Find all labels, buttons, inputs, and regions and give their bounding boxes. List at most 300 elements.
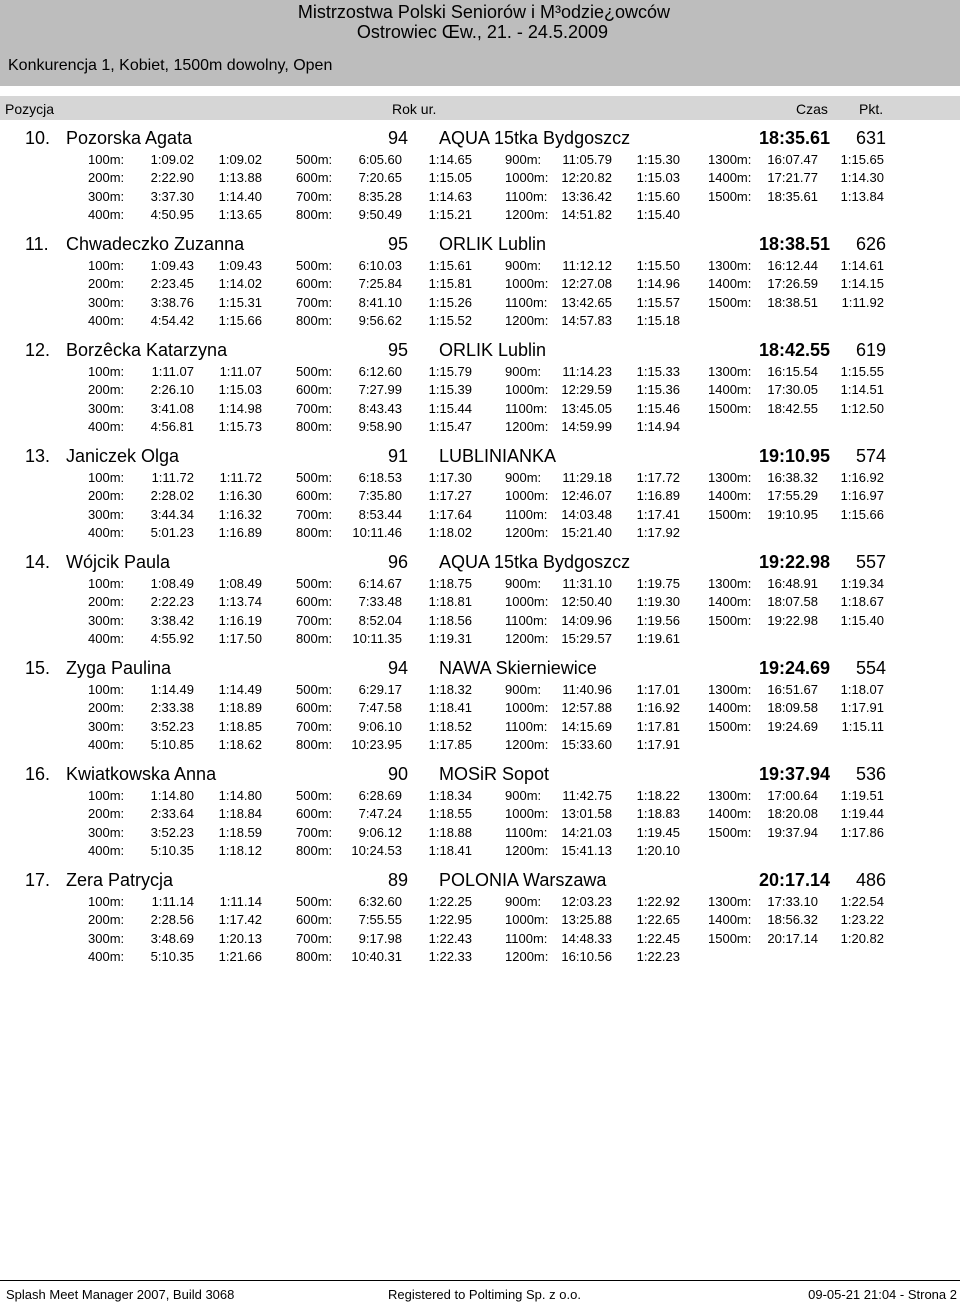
split-lap-time: 1:19.61 [636,631,680,646]
swimmer-points: 631 [855,128,886,148]
swimmer-place: 11. [25,234,49,254]
split-distance: 700m: [296,189,333,204]
split-lap-time: 1:17.42 [218,912,262,927]
split-distance: 800m: [296,631,333,646]
split-lap-time: 1:18.89 [218,700,262,715]
split-lap-time: 1:20.13 [218,931,262,946]
split-distance: 700m: [296,825,333,840]
split-cumulative-time: 11:29.18 [562,470,612,485]
split-cumulative-time: 12:03.23 [561,894,612,909]
split-distance: 1500m: [708,931,752,946]
split-lap-time: 1:18.55 [428,806,472,821]
split-lap-time: 1:14.02 [218,276,262,291]
split-distance: 200m: [88,170,125,185]
split-lap-time: 1:14.61 [840,258,884,273]
split-distance: 800m: [296,949,333,964]
split-distance: 500m: [296,788,333,803]
split-cumulative-time: 9:56.62 [358,313,402,328]
split-cumulative-time: 15:21.40 [561,525,612,540]
split-distance: 600m: [296,806,333,821]
split-cumulative-time: 7:25.84 [358,276,402,291]
split-distance: 800m: [296,313,333,328]
split-lap-time: 1:19.56 [636,613,680,628]
swimmer-time: 20:17.14 [758,870,830,890]
split-lap-time: 1:14.51 [840,382,884,397]
split-distance: 1400m: [708,594,752,609]
split-cumulative-time: 16:48.91 [767,576,818,591]
split-distance: 100m: [88,894,125,909]
split-cumulative-time: 4:50.95 [150,207,194,222]
split-distance: 700m: [296,507,333,522]
swimmer-birth-year: 91 [388,446,409,466]
split-distance: 1200m: [505,949,549,964]
split-lap-time: 1:15.57 [636,295,680,310]
swimmer-name: Kwiatkowska Anna [66,764,217,784]
split-lap-time: 1:11.07 [219,364,262,379]
split-cumulative-time: 11:31.10 [562,576,612,591]
split-distance: 900m: [505,894,542,909]
swimmer-time: 19:37.94 [758,764,830,784]
split-cumulative-time: 9:58.90 [358,419,402,434]
split-lap-time: 1:18.59 [218,825,262,840]
split-distance: 800m: [296,737,333,752]
split-cumulative-time: 15:41.13 [561,843,612,858]
split-cumulative-time: 6:18.53 [358,470,402,485]
split-distance: 300m: [88,613,125,628]
split-lap-time: 1:15.50 [636,258,680,273]
split-lap-time: 1:14.65 [428,152,472,167]
split-distance: 1100m: [505,719,548,734]
split-distance: 100m: [88,364,125,379]
split-cumulative-time: 3:41.08 [150,401,194,416]
split-distance: 1400m: [708,488,752,503]
event-title: Konkurencja 1, Kobiet, 1500m dowolny, Open [8,57,333,74]
swimmer-club: LUBLINIANKA [439,446,557,466]
split-lap-time: 1:14.80 [218,788,262,803]
split-cumulative-time: 8:53.44 [358,507,402,522]
split-cumulative-time: 2:22.23 [150,594,194,609]
split-cumulative-time: 3:52.23 [150,719,194,734]
split-distance: 1300m: [708,894,752,909]
split-lap-time: 1:18.52 [428,719,472,734]
split-distance: 600m: [296,170,333,185]
swimmer-club: POLONIA Warszawa [439,870,607,890]
split-cumulative-time: 14:21.03 [561,825,612,840]
split-lap-time: 1:15.03 [218,382,262,397]
split-lap-time: 1:15.66 [840,507,884,522]
split-cumulative-time: 18:42.55 [767,401,818,416]
split-cumulative-time: 8:43.43 [358,401,402,416]
split-lap-time: 1:15.79 [428,364,472,379]
split-cumulative-time: 3:48.69 [150,931,194,946]
col-birth-year: Rok ur. [392,101,437,117]
split-distance: 900m: [505,258,542,273]
split-distance: 900m: [505,152,542,167]
split-distance: 400m: [88,843,125,858]
split-distance: 900m: [505,576,542,591]
split-lap-time: 1:19.75 [636,576,680,591]
split-lap-time: 1:22.33 [428,949,472,964]
swimmer-club: NAWA Skierniewice [439,658,597,678]
split-cumulative-time: 7:47.24 [358,806,402,821]
split-distance: 500m: [296,576,333,591]
split-cumulative-time: 3:38.76 [150,295,194,310]
split-lap-time: 1:13.65 [218,207,262,222]
split-cumulative-time: 12:50.40 [561,594,612,609]
swimmer-name: Pozorska Agata [66,128,193,148]
split-lap-time: 1:15.11 [841,719,884,734]
split-lap-time: 1:14.96 [636,276,680,291]
split-distance: 800m: [296,843,333,858]
split-lap-time: 1:16.89 [218,525,262,540]
split-lap-time: 1:18.02 [428,525,472,540]
split-distance: 1100m: [505,295,548,310]
split-lap-time: 1:15.46 [636,401,680,416]
split-distance: 900m: [505,682,542,697]
split-lap-time: 1:18.85 [218,719,262,734]
split-cumulative-time: 14:48.33 [561,931,612,946]
split-lap-time: 1:17.01 [636,682,680,697]
split-lap-time: 1:22.23 [636,949,680,964]
split-cumulative-time: 16:10.56 [561,949,612,964]
split-cumulative-time: 4:54.42 [150,313,194,328]
split-lap-time: 1:09.02 [218,152,262,167]
split-distance: 1200m: [505,525,549,540]
split-cumulative-time: 9:17.98 [358,931,402,946]
split-lap-time: 1:15.47 [428,419,472,434]
swimmer-place: 10. [25,128,51,148]
split-distance: 1400m: [708,912,752,927]
swimmer-birth-year: 95 [388,234,409,254]
split-lap-time: 1:15.36 [636,382,680,397]
split-distance: 500m: [296,682,333,697]
split-cumulative-time: 6:29.17 [358,682,402,697]
split-cumulative-time: 11:14.23 [562,364,612,379]
split-lap-time: 1:17.30 [428,470,472,485]
split-cumulative-time: 4:56.81 [150,419,194,434]
split-cumulative-time: 2:22.90 [150,170,194,185]
split-cumulative-time: 14:15.69 [561,719,612,734]
split-distance: 700m: [296,401,333,416]
split-distance: 400m: [88,207,125,222]
split-distance: 500m: [296,364,333,379]
split-distance: 700m: [296,719,333,734]
split-lap-time: 1:09.43 [218,258,262,273]
split-distance: 1000m: [505,806,549,821]
split-cumulative-time: 1:11.07 [151,364,194,379]
split-lap-time: 1:14.15 [840,276,884,291]
swimmer-name: Zera Patrycja [66,870,174,890]
split-distance: 300m: [88,189,125,204]
split-cumulative-time: 6:05.60 [358,152,402,167]
split-distance: 1100m: [505,189,548,204]
split-lap-time: 1:16.32 [218,507,262,522]
split-distance: 1500m: [708,825,752,840]
split-distance: 900m: [505,364,542,379]
split-lap-time: 1:15.73 [218,419,262,434]
split-cumulative-time: 9:06.10 [358,719,402,734]
split-distance: 1100m: [505,507,548,522]
split-lap-time: 1:19.44 [840,806,884,821]
split-cumulative-time: 10:40.31 [351,949,402,964]
footer-software: Splash Meet Manager 2007, Build 3068 [6,1287,235,1302]
split-distance: 300m: [88,719,125,734]
split-lap-time: 1:19.45 [636,825,680,840]
col-points: Pkt. [859,101,884,117]
split-lap-time: 1:18.84 [218,806,262,821]
split-cumulative-time: 9:06.12 [358,825,402,840]
split-lap-time: 1:15.60 [636,189,680,204]
split-lap-time: 1:22.95 [428,912,472,927]
split-distance: 400m: [88,525,125,540]
split-distance: 300m: [88,507,125,522]
split-cumulative-time: 7:35.80 [358,488,402,503]
split-cumulative-time: 6:10.03 [358,258,402,273]
split-cumulative-time: 17:55.29 [767,488,818,503]
split-lap-time: 1:17.27 [428,488,472,503]
split-cumulative-time: 16:51.67 [767,682,818,697]
split-lap-time: 1:16.92 [840,470,884,485]
swimmer-birth-year: 94 [388,658,409,678]
split-lap-time: 1:16.19 [218,613,262,628]
split-distance: 700m: [296,931,333,946]
split-cumulative-time: 18:38.51 [767,295,818,310]
swimmer-time: 18:38.51 [758,234,830,254]
split-cumulative-time: 14:51.82 [561,207,612,222]
split-cumulative-time: 7:20.65 [358,170,402,185]
split-cumulative-time: 2:26.10 [150,382,194,397]
split-cumulative-time: 8:41.10 [358,295,402,310]
split-lap-time: 1:15.26 [428,295,472,310]
swimmer-time: 19:10.95 [758,446,830,466]
split-cumulative-time: 6:28.69 [358,788,402,803]
split-distance: 300m: [88,931,125,946]
split-cumulative-time: 1:11.72 [151,470,194,485]
split-lap-time: 1:11.14 [219,894,262,909]
split-lap-time: 1:18.56 [428,613,472,628]
split-distance: 500m: [296,258,333,273]
split-distance: 600m: [296,488,333,503]
swimmer-name: Wójcik Paula [66,552,171,572]
swimmer-points: 557 [855,552,886,572]
split-lap-time: 1:18.62 [218,737,262,752]
split-lap-time: 1:22.43 [428,931,472,946]
split-cumulative-time: 19:10.95 [767,507,818,522]
split-distance: 1000m: [505,382,549,397]
split-distance: 1500m: [708,719,752,734]
split-cumulative-time: 12:57.88 [561,700,612,715]
split-cumulative-time: 8:35.28 [358,189,402,204]
split-lap-time: 1:22.45 [636,931,680,946]
split-distance: 1100m: [505,825,548,840]
split-cumulative-time: 14:09.96 [561,613,612,628]
split-lap-time: 1:16.89 [636,488,680,503]
split-cumulative-time: 7:33.48 [358,594,402,609]
split-lap-time: 1:17.86 [840,825,884,840]
split-lap-time: 1:15.44 [428,401,472,416]
split-cumulative-time: 3:37.30 [150,189,194,204]
split-lap-time: 1:17.91 [636,737,680,752]
split-distance: 1100m: [505,401,548,416]
swimmer-birth-year: 94 [388,128,409,148]
split-cumulative-time: 2:33.38 [150,700,194,715]
swimmer-place: 15. [25,658,51,678]
split-cumulative-time: 17:33.10 [767,894,818,909]
swimmer-place: 16. [25,764,51,784]
split-distance: 1500m: [708,189,752,204]
swimmer-name: Borzêcka Katarzyna [66,340,228,360]
split-distance: 200m: [88,382,125,397]
split-lap-time: 1:21.66 [218,949,262,964]
swimmer-time: 18:35.61 [758,128,830,148]
split-cumulative-time: 10:11.46 [352,525,402,540]
split-lap-time: 1:15.40 [840,613,884,628]
split-lap-time: 1:22.92 [636,894,680,909]
split-lap-time: 1:18.41 [428,843,472,858]
split-cumulative-time: 6:14.67 [358,576,402,591]
split-distance: 500m: [296,894,333,909]
split-distance: 1400m: [708,276,752,291]
split-cumulative-time: 12:29.59 [561,382,612,397]
split-cumulative-time: 6:32.60 [358,894,402,909]
split-cumulative-time: 5:10.35 [150,949,194,964]
swimmer-club: AQUA 15tka Bydgoszcz [439,128,631,148]
split-lap-time: 1:20.82 [840,931,884,946]
split-lap-time: 1:14.63 [428,189,472,204]
swimmer-place: 12. [25,340,51,360]
split-distance: 1000m: [505,488,549,503]
split-lap-time: 1:17.92 [636,525,680,540]
split-distance: 1400m: [708,806,752,821]
split-cumulative-time: 2:28.02 [150,488,194,503]
split-cumulative-time: 8:52.04 [358,613,402,628]
split-cumulative-time: 2:28.56 [150,912,194,927]
split-lap-time: 1:15.61 [428,258,472,273]
split-lap-time: 1:11.72 [219,470,262,485]
split-distance: 100m: [88,258,125,273]
split-lap-time: 1:19.30 [636,594,680,609]
swimmer-name: Chwadeczko Zuzanna [66,234,245,254]
split-distance: 1300m: [708,788,752,803]
split-cumulative-time: 14:03.48 [561,507,612,522]
split-distance: 1200m: [505,843,549,858]
swimmer-time: 19:22.98 [758,552,830,572]
split-lap-time: 1:15.55 [840,364,884,379]
swimmer-place: 13. [25,446,51,466]
split-distance: 600m: [296,700,333,715]
split-distance: 1500m: [708,295,752,310]
split-lap-time: 1:08.49 [218,576,262,591]
split-lap-time: 1:18.67 [840,594,884,609]
col-time: Czas [796,101,828,117]
split-distance: 1300m: [708,576,752,591]
split-distance: 200m: [88,276,125,291]
split-lap-time: 1:19.31 [428,631,472,646]
split-lap-time: 1:15.21 [428,207,472,222]
split-lap-time: 1:14.49 [218,682,262,697]
split-lap-time: 1:18.34 [428,788,472,803]
split-distance: 300m: [88,825,125,840]
split-cumulative-time: 18:07.58 [767,594,818,609]
swimmer-place: 14. [25,552,51,572]
split-distance: 1500m: [708,401,752,416]
swimmer-birth-year: 96 [388,552,409,572]
split-distance: 700m: [296,613,333,628]
split-distance: 200m: [88,700,125,715]
split-cumulative-time: 1:09.43 [150,258,194,273]
swimmer-time: 19:24.69 [758,658,830,678]
split-distance: 900m: [505,470,542,485]
split-lap-time: 1:14.40 [218,189,262,204]
split-distance: 1100m: [505,613,548,628]
split-distance: 1500m: [708,507,752,522]
split-cumulative-time: 16:12.44 [767,258,818,273]
split-cumulative-time: 10:11.35 [352,631,402,646]
split-cumulative-time: 14:59.99 [561,419,612,434]
split-distance: 300m: [88,295,125,310]
split-cumulative-time: 18:20.08 [767,806,818,821]
swimmer-club: ORLIK Lublin [439,340,547,360]
split-distance: 600m: [296,912,333,927]
split-distance: 800m: [296,419,333,434]
split-cumulative-time: 7:27.99 [358,382,402,397]
split-cumulative-time: 3:52.23 [150,825,194,840]
split-distance: 200m: [88,488,125,503]
split-lap-time: 1:18.81 [428,594,472,609]
swimmer-time: 18:42.55 [758,340,830,360]
swimmer-points: 619 [855,340,886,360]
footer-page: 09-05-21 21:04 - Strona 2 [808,1287,957,1302]
split-lap-time: 1:22.54 [840,894,884,909]
split-distance: 1100m: [505,931,548,946]
split-distance: 1500m: [708,613,752,628]
split-lap-time: 1:18.75 [428,576,472,591]
swimmer-points: 626 [855,234,886,254]
split-cumulative-time: 20:17.14 [767,931,818,946]
split-cumulative-time: 11:42.75 [562,788,612,803]
split-distance: 200m: [88,594,125,609]
split-cumulative-time: 2:33.64 [150,806,194,821]
split-cumulative-time: 6:12.60 [358,364,402,379]
split-distance: 1400m: [708,170,752,185]
split-distance: 900m: [505,788,542,803]
split-cumulative-time: 5:10.35 [150,843,194,858]
footer-divider [0,1280,960,1281]
split-distance: 1000m: [505,170,549,185]
split-cumulative-time: 17:21.77 [767,170,818,185]
swimmer-club: AQUA 15tka Bydgoszcz [439,552,631,572]
split-lap-time: 1:18.07 [840,682,884,697]
split-distance: 400m: [88,313,125,328]
split-lap-time: 1:15.18 [636,313,680,328]
split-distance: 1300m: [708,470,752,485]
split-lap-time: 1:14.30 [840,170,884,185]
split-cumulative-time: 14:57.83 [561,313,612,328]
split-cumulative-time: 17:26.59 [767,276,818,291]
split-lap-time: 1:15.81 [428,276,472,291]
split-cumulative-time: 12:46.07 [561,488,612,503]
split-distance: 1300m: [708,258,752,273]
split-cumulative-time: 10:24.53 [351,843,402,858]
swimmer-points: 536 [855,764,886,784]
split-lap-time: 1:15.03 [636,170,680,185]
split-lap-time: 1:13.88 [218,170,262,185]
split-distance: 1300m: [708,682,752,697]
split-lap-time: 1:15.52 [428,313,472,328]
swimmer-points: 486 [855,870,886,890]
split-distance: 1000m: [505,700,549,715]
split-lap-time: 1:16.92 [636,700,680,715]
